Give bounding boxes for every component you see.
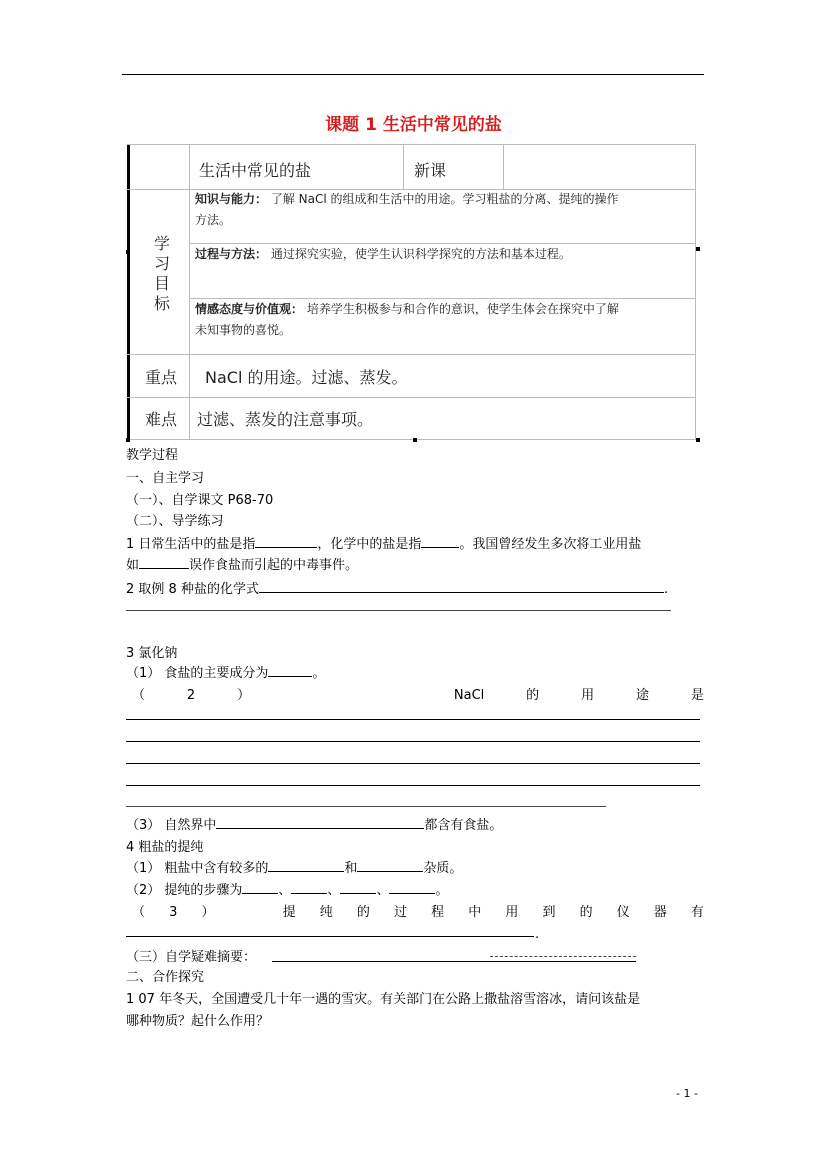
subsection-heading: （三）自学疑难摘要： <box>126 950 257 965</box>
question-text: 1 日常生活中的盐是指 <box>126 537 256 552</box>
emotion-text-cont: 未知事物的喜悦。 <box>195 323 292 337</box>
question-text: 的 <box>526 688 540 703</box>
section-heading: 一、自主学习 <box>126 471 205 486</box>
question-text: 是 <box>690 688 704 703</box>
emotion-goal <box>195 299 619 320</box>
answer-line[interactable] <box>126 806 606 807</box>
question-text: 。我国曾经发生多次将工业用盐 <box>459 537 642 552</box>
section-heading: 教学过程 <box>126 448 179 463</box>
spacer <box>292 686 412 706</box>
subsection-heading: （二）、导学练习 <box>126 514 224 529</box>
question-4-2 <box>126 881 448 901</box>
topic-cell: 生活中常见的盐 <box>199 161 312 180</box>
table-line <box>403 144 404 189</box>
answer-blank[interactable] <box>242 881 278 894</box>
answer-line[interactable] <box>126 936 534 937</box>
question-text: 用 <box>581 688 595 703</box>
process-text: 通过探究实验，使学生认识科学探究的方法和基本过程。 <box>270 247 571 261</box>
question-text: NaCl <box>453 688 485 703</box>
table-line <box>127 397 696 398</box>
question-2 <box>126 580 668 600</box>
header-rule <box>122 74 704 75</box>
question-text: 2 <box>186 688 196 703</box>
answer-blank[interactable] <box>421 535 459 548</box>
table-line <box>127 144 696 145</box>
answer-line[interactable] <box>126 610 671 611</box>
answer-blank[interactable] <box>268 859 344 872</box>
key-label: 重点 <box>145 368 178 387</box>
question-1 <box>126 535 641 555</box>
question-text: 3 <box>169 905 178 920</box>
question-text: 的 <box>356 905 370 920</box>
question-4-1 <box>126 859 462 879</box>
knowledge-text-cont: 方法。 <box>195 213 232 227</box>
question-1-cont <box>126 556 358 576</box>
table-line <box>127 439 696 440</box>
coop-question-1: 1 07 年冬天，全国遭受几十年一遇的雪灾。有关部门在公路上撒盐溶雪溶冰，请问该盐是 <box>126 992 641 1007</box>
question-text: 和 <box>344 861 358 876</box>
question-text: 2 取例 8 种盐的化学式 <box>126 582 259 597</box>
question-text: . <box>535 927 540 942</box>
question-text: . <box>663 582 669 597</box>
process-label: 过程与方法： <box>195 247 268 261</box>
answer-blank[interactable] <box>357 859 423 872</box>
question-text: 、 <box>327 883 341 898</box>
question-text: 纯 <box>319 905 333 920</box>
question-4: 4 粗盐的提纯 <box>126 840 204 855</box>
question-text: 有 <box>690 905 704 920</box>
answer-line[interactable] <box>490 956 636 957</box>
answer-blank[interactable] <box>255 535 317 548</box>
resize-handle[interactable] <box>126 250 130 254</box>
answer-blank[interactable] <box>259 580 664 593</box>
question-text: 误作食盐而引起的中毒事件。 <box>189 558 359 573</box>
answer-blank[interactable] <box>389 881 435 894</box>
question-text: 仪 <box>616 905 630 920</box>
question-text: 提 <box>282 905 296 920</box>
question-text: 过 <box>394 905 408 920</box>
question-text: 。 <box>312 666 326 681</box>
section-heading: 二、合作探究 <box>126 970 205 985</box>
resize-handle[interactable] <box>696 247 700 251</box>
question-text: 如 <box>126 558 140 573</box>
question-3-1 <box>126 664 325 684</box>
question-text: 。 <box>435 883 449 898</box>
key-text: NaCl 的用途。过滤、蒸发。 <box>205 368 408 387</box>
question-text: 、 <box>376 883 390 898</box>
lesson-type-cell: 新课 <box>414 161 447 180</box>
knowledge-text: 了解 NaCl 的组成和生活中的用途。学习粗盐的分离、提纯的操作 <box>270 192 619 206</box>
process-goal <box>195 244 571 265</box>
subsection-heading: （一）、自学课文 P68-70 <box>126 493 274 508</box>
question-text: （2） 提纯的步骤为 <box>126 883 243 898</box>
answer-line[interactable] <box>126 785 700 786</box>
answer-line[interactable] <box>126 763 700 764</box>
answer-blank[interactable] <box>139 556 189 569</box>
knowledge-goal <box>195 189 619 210</box>
answer-line[interactable] <box>126 719 700 720</box>
question-text: 的 <box>579 905 593 920</box>
question-text: 到 <box>542 905 556 920</box>
question-text: （ <box>132 688 146 703</box>
knowledge-label: 知识与能力： <box>195 192 268 206</box>
question-text: 器 <box>653 905 667 920</box>
question-text: 都含有食盐。 <box>424 818 503 833</box>
question-text: （3） 自然界中 <box>126 818 217 833</box>
question-text: （ <box>132 905 146 920</box>
answer-blank[interactable] <box>291 881 327 894</box>
page-number: - 1 - <box>676 1087 698 1100</box>
document-title: 课题 1 生活中常见的盐 <box>325 115 502 135</box>
answer-blank[interactable] <box>216 816 424 829</box>
question-3: 3 氯化钠 <box>126 646 178 661</box>
coop-question-1-cont: 哪种物质？起什么作用？ <box>126 1014 270 1029</box>
question-3-3 <box>126 816 502 836</box>
answer-line[interactable] <box>126 741 700 742</box>
question-text: ，化学中的盐是指 <box>317 537 422 552</box>
answer-blank[interactable] <box>340 881 376 894</box>
emotion-text: 培养学生积极参与和合作的意识，使学生体会在探究中了解 <box>306 302 619 316</box>
question-text: （1） 粗盐中含有较多的 <box>126 861 269 876</box>
question-text: 程 <box>431 905 445 920</box>
objectives-table <box>127 144 696 440</box>
table-line <box>503 144 504 189</box>
question-text: 用 <box>505 905 519 920</box>
question-text: 途 <box>635 688 649 703</box>
question-4-3 <box>132 903 704 923</box>
answer-blank[interactable] <box>268 664 312 677</box>
question-3-2 <box>132 686 704 706</box>
question-text: （1） 食盐的主要成分为 <box>126 666 269 681</box>
resize-handle[interactable] <box>413 438 417 442</box>
emotion-label: 情感态度与价值观： <box>195 302 304 316</box>
question-text: 、 <box>278 883 292 898</box>
resize-handle[interactable] <box>696 438 700 442</box>
answer-line[interactable] <box>272 961 636 962</box>
resize-handle[interactable] <box>126 438 130 442</box>
question-text: ） <box>237 688 251 703</box>
table-line <box>127 354 696 355</box>
goals-label: 学习目标 <box>153 234 170 313</box>
question-text: ） <box>201 905 215 920</box>
hard-text: 过滤、蒸发的注意事项。 <box>197 410 374 429</box>
table-line <box>189 144 190 440</box>
question-text: 杂质。 <box>423 861 463 876</box>
hard-label: 难点 <box>145 410 178 429</box>
spacer <box>239 903 259 923</box>
question-text: 中 <box>468 905 482 920</box>
